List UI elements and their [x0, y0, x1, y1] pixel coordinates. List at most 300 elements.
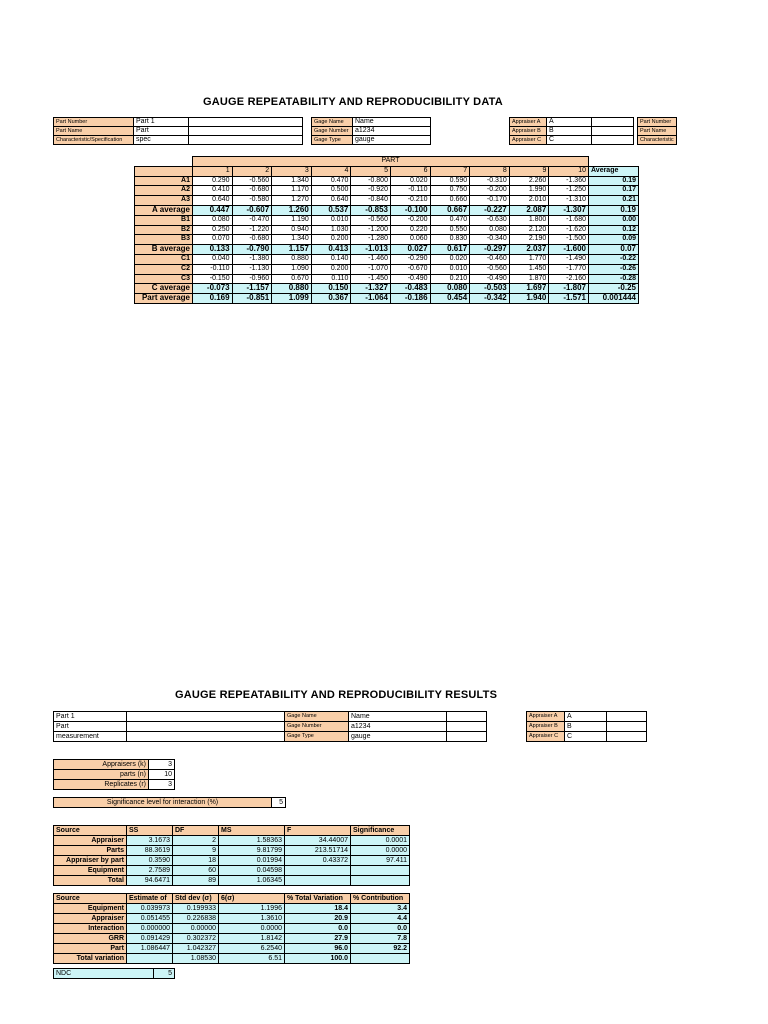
measurement-cell[interactable]: 0.140 [311, 254, 351, 264]
measurement-cell[interactable]: -0.110 [193, 264, 233, 274]
part-column-header: 3 [272, 166, 312, 176]
row-average-cell: 0.001444 [589, 294, 639, 304]
part-column-header: 9 [509, 166, 549, 176]
average-cell: 0.133 [193, 245, 233, 255]
measurement-cell[interactable]: -2.160 [549, 274, 589, 284]
variance-column-header: Estimate of [127, 894, 173, 904]
measurement-cell[interactable]: 0.200 [311, 235, 351, 245]
anova-cell: 0.0001 [351, 836, 410, 846]
variance-source-label: Interaction [54, 924, 127, 934]
variance-column-header: 6(σ) [219, 894, 285, 904]
measurement-cell[interactable]: 0.110 [311, 274, 351, 284]
anova-cell: 9.81799 [219, 846, 285, 856]
measurement-cell[interactable]: -0.110 [390, 186, 430, 196]
table-row [135, 215, 639, 225]
part-column-header: 5 [351, 166, 391, 176]
measurement-cell[interactable]: 0.670 [272, 274, 312, 284]
part-column-header: 10 [549, 166, 589, 176]
variance-cell: 0.039973 [127, 904, 173, 914]
data-title: GAUGE REPEATABILITY AND REPRODUCIBILITY DATA [203, 96, 503, 108]
measurement-cell[interactable]: -0.920 [351, 186, 391, 196]
gage-type-label: Gage Type [312, 136, 353, 145]
average-cell: 0.447 [193, 205, 233, 215]
ndc-label: NDC [54, 969, 154, 979]
measurement-cell[interactable]: 0.010 [430, 264, 470, 274]
measurement-cell[interactable]: -0.960 [232, 274, 272, 284]
measurement-cell[interactable]: 2.010 [509, 196, 549, 206]
measurement-cell[interactable]: -1.250 [549, 186, 589, 196]
anova-cell: 1.58363 [219, 836, 285, 846]
variance-cell: 0.000000 [127, 924, 173, 934]
part-column-header: 4 [311, 166, 351, 176]
anova-table [53, 825, 410, 886]
measurement-cell[interactable]: 1.030 [311, 225, 351, 235]
measurement-cell[interactable]: 0.220 [390, 225, 430, 235]
part-name-value[interactable]: Part [133, 127, 188, 136]
average-cell: -1.571 [549, 294, 589, 304]
param-value[interactable]: 3 [149, 760, 175, 770]
variance-cell: 6.51 [219, 954, 285, 964]
measurement-cell[interactable]: -1.680 [549, 215, 589, 225]
anova-cell [351, 876, 410, 886]
variance-source-label: GRR [54, 934, 127, 944]
measurement-cell[interactable]: 0.210 [430, 274, 470, 284]
table-row [54, 846, 410, 856]
variance-source-label: Total variation [54, 954, 127, 964]
anova-column-header: SS [127, 826, 173, 836]
measurement-cell[interactable]: -0.680 [232, 186, 272, 196]
part-column-header: 6 [390, 166, 430, 176]
measurement-cell[interactable]: -0.630 [470, 215, 510, 225]
significance-value[interactable]: 5 [272, 798, 286, 808]
row-label: B average [135, 245, 193, 255]
average-cell: 0.617 [430, 245, 470, 255]
measurement-cell[interactable]: 0.250 [193, 225, 233, 235]
measurement-cell[interactable]: 1.190 [272, 215, 312, 225]
results-appraiser-a-label: Appraiser A [527, 712, 565, 722]
variance-table [53, 893, 410, 964]
variance-cell: 0.00000 [173, 924, 219, 934]
param-value[interactable]: 3 [149, 780, 175, 790]
appraiser-c-label: Appraiser C [510, 136, 547, 145]
variance-cell: 0.302372 [173, 934, 219, 944]
part-info-table [53, 117, 303, 145]
measurement-cell[interactable]: 1.340 [272, 235, 312, 245]
anova-cell: 97.411 [351, 856, 410, 866]
results-info-table [53, 711, 487, 742]
average-cell: -1.600 [549, 245, 589, 255]
measurement-cell[interactable]: -1.500 [549, 235, 589, 245]
table-row [54, 914, 410, 924]
table-row [135, 245, 639, 255]
measurement-cell[interactable]: -1.200 [351, 225, 391, 235]
row-average-cell: -0.28 [589, 274, 639, 284]
measurement-cell[interactable]: 0.750 [430, 186, 470, 196]
measurement-cell[interactable]: 0.200 [311, 264, 351, 274]
part-header: PART [193, 157, 589, 167]
average-cell: 0.150 [311, 284, 351, 294]
measurement-cell[interactable]: -1.070 [351, 264, 391, 274]
anova-cell [285, 866, 351, 876]
variance-column-header: Std dev (σ) [173, 894, 219, 904]
measurement-cell[interactable]: -0.210 [390, 196, 430, 206]
average-cell: 0.454 [430, 294, 470, 304]
measurement-cell[interactable]: -0.460 [470, 254, 510, 264]
row-label: A2 [135, 186, 193, 196]
measurement-cell[interactable]: 0.020 [390, 176, 430, 186]
results-part-number[interactable]: Part 1 [54, 712, 127, 722]
variance-cell: 100.0 [285, 954, 351, 964]
measurement-cell[interactable]: 0.080 [470, 225, 510, 235]
variance-cell: 7.8 [351, 934, 410, 944]
average-cell: 1.260 [272, 205, 312, 215]
gage-number-label: Gage Number [312, 127, 353, 136]
anova-column-header: MS [219, 826, 285, 836]
measurement-cell[interactable]: -0.840 [351, 196, 391, 206]
average-cell: 2.037 [509, 245, 549, 255]
results-gage-type-label: Gage Type [285, 732, 349, 742]
table-row [54, 934, 410, 944]
measurement-cell[interactable]: -1.310 [549, 196, 589, 206]
anova-cell: 2 [173, 836, 219, 846]
table-row [135, 186, 639, 196]
appraiser-info-table [509, 117, 634, 145]
measurement-cell[interactable]: 0.940 [272, 225, 312, 235]
measurement-cell[interactable]: -0.310 [470, 176, 510, 186]
results-part-name[interactable]: Part [54, 722, 127, 732]
results-appraiser-b-label: Appraiser B [527, 722, 565, 732]
anova-source-label: Total [54, 876, 127, 886]
anova-cell: 89 [173, 876, 219, 886]
measurement-cell[interactable]: -1.490 [549, 254, 589, 264]
anova-source-label: Parts [54, 846, 127, 856]
anova-cell: 0.04598 [219, 866, 285, 876]
measurement-cell[interactable]: 2.120 [509, 225, 549, 235]
average-cell: -0.503 [470, 284, 510, 294]
average-cell: 2.087 [509, 205, 549, 215]
appraiser-b-value[interactable]: B [547, 127, 592, 136]
measurement-cell[interactable]: 0.060 [390, 235, 430, 245]
variance-cell: 4.4 [351, 914, 410, 924]
table-row [54, 954, 410, 964]
measurement-cell[interactable]: -0.470 [232, 215, 272, 225]
measurement-cell[interactable]: 2.190 [509, 235, 549, 245]
part-number-label: Part Number [54, 118, 134, 127]
results-char[interactable]: measurement [54, 732, 127, 742]
measurement-cell[interactable]: -0.580 [232, 196, 272, 206]
row-average-cell: 0.12 [589, 225, 639, 235]
measurement-cell[interactable]: -0.490 [470, 274, 510, 284]
significance-table [53, 797, 286, 808]
measurement-cell[interactable]: 0.500 [311, 186, 351, 196]
measurement-cell[interactable]: -0.670 [390, 264, 430, 274]
row-label: A3 [135, 196, 193, 206]
measurement-cell[interactable]: 0.410 [193, 186, 233, 196]
anova-cell: 88.3619 [127, 846, 173, 856]
anova-cell: 2.7589 [127, 866, 173, 876]
results-appraiser-c-label: Appraiser C [527, 732, 565, 742]
variance-cell [127, 954, 173, 964]
row-average-cell: 0.19 [589, 176, 639, 186]
measurement-cell[interactable]: 0.640 [193, 196, 233, 206]
table-row [54, 836, 410, 846]
average-cell: -0.607 [232, 205, 272, 215]
measurement-cell[interactable]: -1.280 [351, 235, 391, 245]
average-cell: -1.807 [549, 284, 589, 294]
param-label: Appraisers (k) [54, 760, 149, 770]
row-label: B1 [135, 215, 193, 225]
row-label: Part average [135, 294, 193, 304]
results-appraiser-b[interactable]: B [565, 722, 607, 732]
anova-source-label: Appraiser [54, 836, 127, 846]
row-average-cell: 0.19 [589, 205, 639, 215]
right-part-info-table [637, 117, 677, 145]
param-value[interactable]: 10 [149, 770, 175, 780]
average-cell: -1.013 [351, 245, 391, 255]
anova-column-header: Source [54, 826, 127, 836]
row-label: A1 [135, 176, 193, 186]
average-cell: 0.367 [311, 294, 351, 304]
significance-label: Significance level for interaction (%) [54, 798, 272, 808]
table-row [135, 176, 639, 186]
measurement-cell[interactable]: 0.040 [193, 254, 233, 264]
variance-cell: 18.4 [285, 904, 351, 914]
row-average-cell: 0.21 [589, 196, 639, 206]
measurement-cell[interactable]: 0.590 [430, 176, 470, 186]
variance-source-label: Appraiser [54, 914, 127, 924]
row-label: C3 [135, 274, 193, 284]
variance-cell: 1.042327 [173, 944, 219, 954]
variance-cell: 0.0 [285, 924, 351, 934]
table-row [54, 904, 410, 914]
table-row [135, 205, 639, 215]
measurement-cell[interactable]: 0.470 [311, 176, 351, 186]
measurement-cell[interactable]: 1.270 [272, 196, 312, 206]
results-appraiser-c[interactable]: C [565, 732, 607, 742]
table-row [54, 876, 410, 886]
measurement-cell[interactable]: 1.450 [509, 264, 549, 274]
measurement-cell[interactable]: 2.260 [509, 176, 549, 186]
measurement-grid [134, 156, 639, 304]
average-cell: -0.342 [470, 294, 510, 304]
average-cell: 1.157 [272, 245, 312, 255]
average-cell: -0.790 [232, 245, 272, 255]
measurement-cell[interactable]: -0.490 [390, 274, 430, 284]
average-cell: 1.697 [509, 284, 549, 294]
part-column-header: 7 [430, 166, 470, 176]
ndc-table [53, 968, 175, 979]
params-table [53, 759, 175, 790]
anova-cell [285, 876, 351, 886]
variance-cell: 96.0 [285, 944, 351, 954]
row-label: C2 [135, 264, 193, 274]
measurement-cell[interactable]: -1.770 [549, 264, 589, 274]
variance-cell: 27.9 [285, 934, 351, 944]
anova-column-header: F [285, 826, 351, 836]
row-average-cell: -0.22 [589, 254, 639, 264]
gage-name-value[interactable]: Name [353, 118, 431, 127]
measurement-cell[interactable]: -1.220 [232, 225, 272, 235]
results-gage-number-label: Gage Number [285, 722, 349, 732]
average-cell: 0.667 [430, 205, 470, 215]
measurement-cell[interactable]: 1.770 [509, 254, 549, 264]
appraiser-b-label: Appraiser B [510, 127, 547, 136]
measurement-cell[interactable]: -0.560 [351, 215, 391, 225]
anova-cell: 60 [173, 866, 219, 876]
char-value[interactable]: spec [133, 136, 188, 145]
results-gage-name-label: Gage Name [285, 712, 349, 722]
measurement-cell[interactable]: -0.560 [470, 264, 510, 274]
results-gage-type[interactable]: gauge [349, 732, 447, 742]
table-row [135, 254, 639, 264]
average-cell: -0.851 [232, 294, 272, 304]
measurement-cell[interactable]: -0.560 [232, 176, 272, 186]
measurement-cell[interactable]: -1.380 [232, 254, 272, 264]
anova-cell [351, 866, 410, 876]
results-appraiser-a[interactable]: A [565, 712, 607, 722]
anova-source-label: Equipment [54, 866, 127, 876]
table-row [54, 944, 410, 954]
right-part-number-label: Part Number [638, 118, 677, 127]
measurement-cell[interactable]: -0.200 [470, 186, 510, 196]
variance-cell: 0.051455 [127, 914, 173, 924]
gauge-info-table [311, 117, 431, 145]
table-row [135, 264, 639, 274]
measurement-cell[interactable]: 0.550 [430, 225, 470, 235]
measurement-cell[interactable]: 0.010 [311, 215, 351, 225]
measurement-cell[interactable]: 1.870 [509, 274, 549, 284]
right-char-label: Characteristic [638, 136, 677, 145]
row-label: B3 [135, 235, 193, 245]
variance-cell: 1.086447 [127, 944, 173, 954]
average-cell: 1.099 [272, 294, 312, 304]
table-row [135, 274, 639, 284]
measurement-cell[interactable]: 1.990 [509, 186, 549, 196]
average-cell: 0.413 [311, 245, 351, 255]
measurement-cell[interactable]: 1.090 [272, 264, 312, 274]
table-row [135, 225, 639, 235]
measurement-cell[interactable]: 0.290 [193, 176, 233, 186]
appraiser-c-value[interactable]: C [547, 136, 592, 145]
row-label: C1 [135, 254, 193, 264]
table-row [135, 294, 639, 304]
measurement-cell[interactable]: -1.450 [351, 274, 391, 284]
anova-cell: 34.44007 [285, 836, 351, 846]
average-cell: 1.940 [509, 294, 549, 304]
param-label: Replicates (r) [54, 780, 149, 790]
measurement-cell[interactable]: -0.340 [470, 235, 510, 245]
row-average-cell: 0.00 [589, 215, 639, 225]
measurement-cell[interactable]: -1.620 [549, 225, 589, 235]
table-row [135, 284, 639, 294]
measurement-cell[interactable]: 0.660 [430, 196, 470, 206]
average-cell: 0.080 [430, 284, 470, 294]
average-cell: -0.483 [390, 284, 430, 294]
variance-cell [351, 954, 410, 964]
average-cell: -0.297 [470, 245, 510, 255]
measurement-cell[interactable]: 1.800 [509, 215, 549, 225]
table-row [54, 924, 410, 934]
anova-column-header: DF [173, 826, 219, 836]
variance-column-header: Source [54, 894, 127, 904]
ndc-value: 5 [154, 969, 175, 979]
measurement-cell[interactable]: 1.170 [272, 186, 312, 196]
variance-source-label: Part [54, 944, 127, 954]
measurement-cell[interactable]: -0.290 [390, 254, 430, 264]
measurement-cell[interactable]: 0.470 [430, 215, 470, 225]
measurement-cell[interactable]: -1.130 [232, 264, 272, 274]
char-label: Characteristic/Specification [54, 136, 134, 145]
average-column-header: Average [589, 166, 639, 176]
row-label: A average [135, 205, 193, 215]
average-cell: -1.307 [549, 205, 589, 215]
variance-cell: 1.1996 [219, 904, 285, 914]
variance-column-header: % Contribution [351, 894, 410, 904]
anova-cell: 0.3590 [127, 856, 173, 866]
measurement-cell[interactable]: 1.340 [272, 176, 312, 186]
results-gage-name[interactable]: Name [349, 712, 447, 722]
anova-column-header: Significance [351, 826, 410, 836]
row-average-cell: -0.25 [589, 284, 639, 294]
results-title: GAUGE REPEATABILITY AND REPRODUCIBILITY RESULTS [175, 689, 498, 701]
average-cell: -1.157 [232, 284, 272, 294]
measurement-cell[interactable]: -0.200 [390, 215, 430, 225]
average-cell: -1.064 [351, 294, 391, 304]
results-gage-number[interactable]: a1234 [349, 722, 447, 732]
measurement-cell[interactable]: -1.360 [549, 176, 589, 186]
gage-type-value[interactable]: gauge [353, 136, 431, 145]
average-cell: -0.186 [390, 294, 430, 304]
appraiser-a-value[interactable]: A [547, 118, 592, 127]
row-label: B2 [135, 225, 193, 235]
anova-cell: 94.6471 [127, 876, 173, 886]
anova-source-label: Appraiser by part [54, 856, 127, 866]
measurement-cell[interactable]: 0.080 [193, 215, 233, 225]
measurement-cell[interactable]: 0.880 [272, 254, 312, 264]
measurement-cell[interactable]: -0.800 [351, 176, 391, 186]
average-cell: 0.169 [193, 294, 233, 304]
measurement-cell[interactable]: -0.150 [193, 274, 233, 284]
anova-cell: 213.51714 [285, 846, 351, 856]
anova-cell: 9 [173, 846, 219, 856]
part-column-header: 1 [193, 166, 233, 176]
average-cell: -0.227 [470, 205, 510, 215]
variance-cell: 0.0 [351, 924, 410, 934]
gage-number-value[interactable]: a1234 [353, 127, 431, 136]
measurement-cell[interactable]: 0.830 [430, 235, 470, 245]
anova-cell: 1.06345 [219, 876, 285, 886]
variance-cell: 0.091429 [127, 934, 173, 944]
variance-cell: 0.0000 [219, 924, 285, 934]
measurement-cell[interactable]: -0.680 [232, 235, 272, 245]
part-column-header: 8 [470, 166, 510, 176]
variance-cell: 0.226838 [173, 914, 219, 924]
anova-cell: 0.0000 [351, 846, 410, 856]
variance-cell: 92.2 [351, 944, 410, 954]
gage-name-label: Gage Name [312, 118, 353, 127]
row-average-cell: 0.07 [589, 245, 639, 255]
row-average-cell: 0.09 [589, 235, 639, 245]
measurement-cell[interactable]: -1.460 [351, 254, 391, 264]
table-row [54, 856, 410, 866]
measurement-cell[interactable]: -0.170 [470, 196, 510, 206]
measurement-cell[interactable]: 0.070 [193, 235, 233, 245]
part-column-header: 2 [232, 166, 272, 176]
variance-cell: 6.2540 [219, 944, 285, 954]
measurement-cell[interactable]: 0.640 [311, 196, 351, 206]
part-number-value[interactable]: Part 1 [133, 118, 188, 127]
measurement-cell[interactable]: 0.020 [430, 254, 470, 264]
